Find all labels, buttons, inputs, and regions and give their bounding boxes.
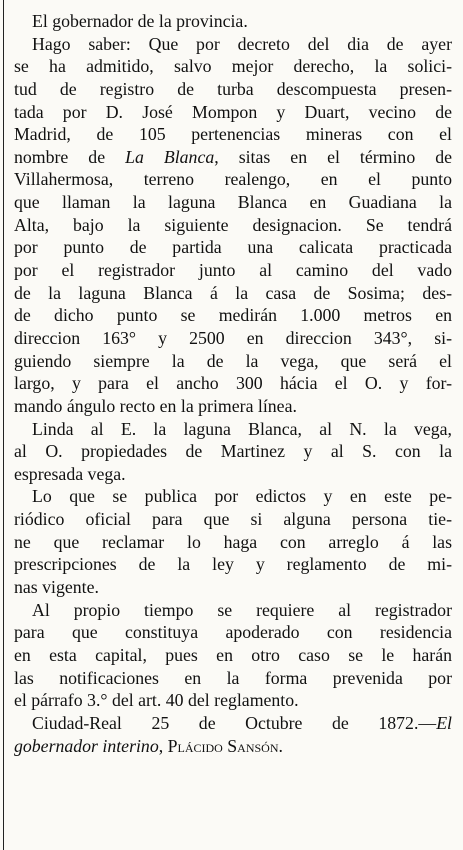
signatory-name: Plácido Sansón. bbox=[167, 735, 283, 756]
text-line: se ha admitido, salvo mejor derecho, la solici- bbox=[14, 56, 452, 77]
text-line: Al propio tiempo se requiere al registrador bbox=[32, 599, 452, 620]
text-line: nas vigente. bbox=[14, 577, 99, 598]
text-line: para que constituya apoderado con residencia bbox=[14, 622, 452, 643]
text-line: que llaman la laguna Blanca en Guadiana la bbox=[14, 192, 452, 213]
text-fragment: , sitas en el término de bbox=[214, 146, 452, 167]
text-line: Linda al E. la laguna Blanca, al N. la vega, bbox=[32, 418, 452, 439]
text-fragment: nombre de bbox=[14, 146, 126, 167]
text-line: al O. propiedades de Martinez y al S. con la bbox=[14, 441, 452, 462]
text-line: de dicho punto se medirán 1.000 metros en bbox=[14, 305, 452, 326]
text-line: largo, y para el ancho 300 hácia el O. y for- bbox=[14, 373, 452, 394]
text-line: en esta capital, pues en otro caso se le harán bbox=[14, 644, 452, 665]
text-line: espresada vega. bbox=[14, 463, 126, 484]
italic-title: gobernador interino bbox=[14, 735, 159, 756]
signature-line bbox=[14, 735, 452, 758]
text-line: Hago saber: Que por decreto del dia de ayer bbox=[32, 33, 452, 54]
signature-line bbox=[14, 712, 452, 735]
italic-name: La Blanca bbox=[125, 146, 215, 167]
text-line: Villahermosa, terreno realengo, en el punto bbox=[14, 169, 452, 190]
text-line: El gobernador de la provincia. bbox=[32, 11, 248, 31]
text-line: tud de registro de turba descompuesta presen- bbox=[14, 78, 452, 99]
text-fragment: , bbox=[158, 735, 168, 756]
text-line: tada por D. José Mompon y Duart, vecino de bbox=[14, 101, 452, 122]
text-line bbox=[14, 146, 452, 169]
text-line: el párrafo 3.° del art. 40 del reglamento. bbox=[14, 690, 299, 711]
text-line: por el registrador junto al camino del vado bbox=[14, 260, 452, 281]
text-line: por punto de partida una calicata practicada bbox=[14, 237, 452, 258]
text-line: Madrid, de 105 pertenencias mineras con el bbox=[14, 124, 452, 145]
italic-title: El bbox=[436, 712, 452, 733]
place-date: Ciudad-Real 25 de Octubre de 1872.— bbox=[32, 712, 437, 733]
column-rule bbox=[3, 0, 4, 850]
text-line: riódico oficial para que si alguna persona tie- bbox=[14, 509, 452, 530]
text-line: Alta, bajo la siguiente designacion. Se tendrá bbox=[14, 214, 452, 235]
text-line: mando ángulo recto en la primera línea. bbox=[14, 395, 297, 416]
notice-text bbox=[14, 10, 452, 757]
text-line: direccion 163° y 2500 en direccion 343°, si- bbox=[14, 327, 452, 348]
text-line: de la laguna Blanca á la casa de Sosima; des- bbox=[14, 282, 452, 303]
text-line: las notificaciones en la forma prevenida por bbox=[14, 667, 452, 688]
text-line: guiendo siempre la de la vega, que será el bbox=[14, 350, 452, 371]
text-line: ne que reclamar lo haga con arreglo á las bbox=[14, 531, 452, 552]
text-line: prescripciones de la ley y reglamento de mi- bbox=[14, 554, 452, 575]
text-line: Lo que se publica por edictos y en este pe- bbox=[32, 486, 452, 507]
